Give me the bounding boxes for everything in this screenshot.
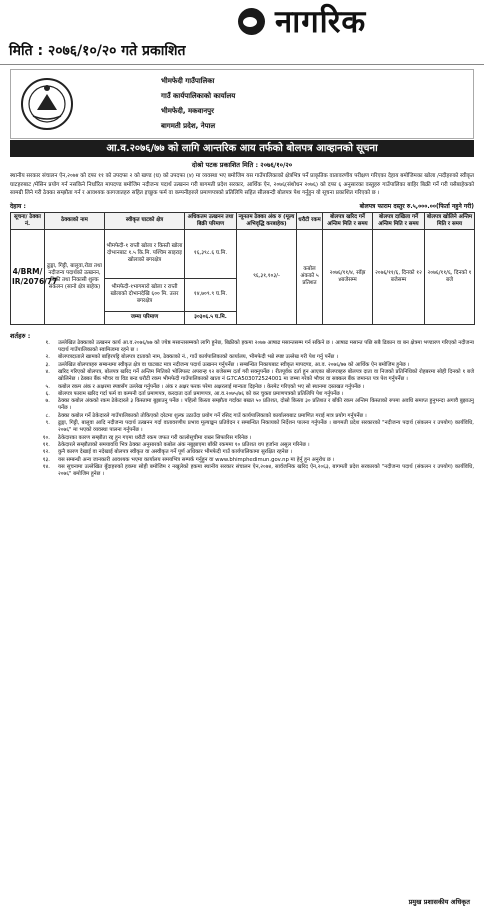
condition-text: यस सम्बन्धी अन्य जानकारी आवश्यक भएमा कार्यालय समयभित्र सम्पर्क गर्नुहुन वा www.bhimphedimun.gov.np मा हेर्नु हुन अनुरोध छ । (58, 456, 335, 463)
office-line-1: भीमफेदी गाउँपालिका (161, 77, 215, 85)
condition-text: खरिद गरिएको बोलपत्र, बोलपत्र खरिद गर्ने अन्तिम मितिको भोलिपल्ट अपरान्ह १२ बजेसम्म दर्ता गरी सक्नुपर्नेछ । रीतपूर्वक दर्ता हुन आएका बोलपत्रहरु बोलपत्र दाता वा निजको प्रतिनिधिको रोहबरमा सोही दिनको १ बजे खोलिनेछ । ठेक्का बैंक भौचर वा विड बन्ड धरौटी रकम भीमफेदी गाउँपालिकाको खाता नं G7CA503072524001 मा जम्मा गरेको भौचर वा सक्कल बैंक जमानत पत्र पेश गर्नुपर्नेछ । (58, 368, 474, 383)
condition-text: ठेकेदारका कारण सम्झौता रद्द हुन गएमा धरौटी रकम जफत गरी कालोसूचीमा राख्न सिफारिस गरिनेछ । (58, 434, 252, 441)
condition-text: ढुङ्गा, गिट्टी, बालुवा आदि नदीजन्य पदार्थ उत्खनन गर्दा वातावरणीय प्रभाव मूल्याङ्कन प्रतिवेदन र सम्बन्धित निकायको निर्देशन पालना गर्नुपर्नेछ । बागमती प्रदेश सरकारको "नदीजन्य पदार्थ (संकलन र उपयोग) कार्यविधि, २०७६" मा भएको व्यवस्था पालना गर्नुपर्नेछ । (58, 420, 474, 434)
table-meta (10, 202, 474, 212)
condition-number: १२. (42, 449, 50, 456)
condition-text: उल्लेखित बोलपत्रहरु सम्बन्धमा स्वीकृत क्षेत्र वा घाटबाट मात्र नदीजन्य पदार्थ उत्खनन गर्नुपर्नेछ । सम्बन्धित निकायबाट स्वीकृत मापदण्ड, आ.व. २०७६/७७ को आर्थिक ऐन बमोजिम हुनेछ । (58, 361, 410, 368)
area-2: भीमफेदी-१भागमारो खोला र राप्ती खोलाको दोभानदेखि ६०० मि. उत्तर बगरक्षेत्र (105, 278, 185, 311)
signature: प्रमुख प्रशासकीय अधिकृत (408, 898, 470, 906)
open-date: २०७६/११/६, दिनको १ बजे (425, 229, 475, 324)
purchase-deadline: २०७६/११/४, साँझ ४बजेसम्म (323, 229, 373, 324)
tender-table (10, 212, 475, 325)
total-label: जम्मा परिमाण (105, 311, 185, 324)
condition-item (10, 369, 474, 384)
condition-text: उल्लेखित ठेक्काको उत्खनन कार्य आ.व.२०७६/७७ को ज्येष्ठ मसान्तसम्मको लागि हुनेछ, बिक्रीको हकमा २०७७ आषाढ मसान्तसम्म गर्न सकिने छ । आषाढ मसान्त पछि सबै ढिकान वा बन क्षेत्रमा भण्डारण गरिएको नदीजन्य पदार्थ गाउँपालिकाको स्वामित्वमा रहने छ । (58, 339, 474, 354)
condition-number: ३. (45, 361, 50, 368)
tender-code: 4/BRM/ IR/2076/77 (11, 229, 45, 324)
condition-item (10, 413, 474, 420)
nepal-emblem-icon (19, 76, 75, 132)
condition-item (10, 457, 474, 464)
office-line-2: गाउँ कार्यपालिकाको कार्यालय (161, 92, 236, 100)
condition-text: ठेक्का कबोल गर्ने ठेकेदारले गाउँपालिकाको तोकिएको दरेटमा शुल्क उठाउँदा प्रयोग गर्ने रसिद गाउँ कार्यपालिकाको कार्यालयबाट प्रमाणित गराई मात्र प्रयोग गर्नुपर्नेछ । (58, 412, 367, 419)
office-line-4: बागमती प्रदेश, नेपाल (161, 122, 216, 130)
condition-text: यस सूचनामा उल्लेखित बुँदाहरुको हकमा सोही बमोजिम र नखुलेको हकमा स्थानीय सरकार संचालन ऐन,२०७४, सार्वजनिक खरिद ऐन,२०६३, बागमती प्रदेश सरकारको "नदीजन्य पदार्थ (संकलन र उपयोग) कार्यविधि, २०७६" बमोजिम हुनेछ । (58, 463, 474, 478)
newspaper-logo-icon (238, 8, 265, 35)
condition-item (10, 398, 474, 413)
condition-number: ४. (45, 368, 50, 375)
col-header: बोलपत्र दाखिला गर्ने अन्तिम मिति र समय (373, 212, 425, 229)
condition-number: ७. (45, 398, 50, 405)
condition-item (10, 340, 474, 355)
condition-number: ८. (45, 412, 50, 419)
condition-text: ठेक्का कबोल अंकको रकम ठेकेदारले ३ किस्तामा बुझाउनु पर्नेछ । पहिलो किस्ता सम्झौता गर्दाका बखत ५० प्रतिशत, दोस्रो किस्ता ३० प्रतिशत र बाँकी रकम अन्तिम किस्ताको रुपमा अवधि समाप्त हुनुभन्दा अगावै बुझाउनु पर्नेछ । (58, 398, 474, 412)
newspaper-brand: नागरिक (275, 4, 367, 40)
deposit: कबोल अंकको ५ प्रतिशत (297, 229, 323, 324)
table-row (11, 229, 475, 278)
submit-deadline: २०७६/११/६, दिनको १२ बजेसम्म (373, 229, 425, 324)
col-header: न्यूनतम ठेक्का अंक रु (मूल्य अभिवृद्धि करबाहेक) (237, 212, 297, 229)
area-1: भीमफेदी-१ राप्ती खोला र किस्ती खोला दोभानबाट १.५ कि.मि. पश्चिम साइराइ खोलाको बगरक्षेत्र (105, 229, 185, 278)
col-header: सूचना/ ठेक्का नं. (11, 212, 45, 229)
condition-number: १०. (42, 434, 50, 441)
col-header: अधिकतम उत्खनन तथा बिक्री परिमाण (185, 212, 237, 229)
col-header: धरौटी रकम (297, 212, 323, 229)
table-label: देहाय : (10, 202, 26, 210)
notice-title: आ.व.२०७६/७७ को लागि आन्तरिक आय तर्फको बोलपत्र आव्हानको सूचना (10, 140, 474, 157)
condition-item (10, 449, 474, 456)
condition-number: १३. (42, 456, 50, 463)
condition-number: २. (45, 354, 50, 361)
tender-name: ढुङ्गा, गिट्टी, बालुवा,रोडा तथा नदीजन्य पदार्थको उत्खनन, बिक्री तथा निकासी शुल्क संकलन (सानो क्षेत्र बाहेक) (45, 229, 105, 324)
condition-item (10, 362, 474, 369)
condition-number: ६. (45, 390, 50, 397)
col-header: ठेक्काको नाम (45, 212, 105, 229)
total-value: ३०३०६.५ घ.मि. (185, 311, 237, 324)
condition-item (10, 420, 474, 435)
col-header: स्वीकृत घाटको क्षेत्र (105, 212, 185, 229)
min-amount: ९६,३१,१०३/- (237, 229, 297, 324)
condition-text: ठेकेदारले सम्झौताको समयावधि भित्र ठेक्का अनुसारको कबोल अंक नबुझाएमा बाँकी रकममा १० प्रतिशत थप हर्जाना असुल गरिनेछ । (58, 441, 310, 448)
fee-note: बोलपत्र फाराम दस्तुर रु.५,०००.००(फिर्ता नहुने गरी) (359, 202, 474, 210)
office-address (161, 74, 235, 134)
masthead (0, 0, 484, 65)
condition-text: बोलपत्रदाताले खामको बाहिरपट्टि बोलपत्र दाताको नाम, ठेक्काको नं., गाउँ कार्यपालिकाको कार्यालय, भीमफेदी भन्ने स्पष्ट उल्लेख गरी पेश गर्नु पर्नेछ । (58, 354, 338, 361)
table-header-row (11, 212, 475, 229)
condition-number: ५. (45, 383, 50, 390)
condition-item (10, 435, 474, 442)
condition-item (10, 354, 474, 361)
condition-number: ९. (45, 420, 50, 427)
condition-text: कबोल रकम अंक र अक्षरमा स्पष्टसँग उल्लेख गर्नुपर्नेछ । अंक र अक्षर फरक परेमा अक्षरलाई मान्यता दिइनेछ । केरमेट गरिएको भए सो स्थानमा दस्तखत गर्नुपर्नेछ । (58, 383, 365, 390)
quantity-1: १६,३९८.६ घ.मि. (185, 229, 237, 278)
condition-text: कुनै कारण देखाई वा नदेखाई बोलपत्र स्वीकृत वा अस्वीकृत गर्ने पूर्ण अधिकार भीमफेदी गाउँ कार्यपालिकामा सुरक्षित रहनेछ । (58, 449, 293, 456)
condition-number: १. (45, 339, 50, 346)
office-line-3: भीमफेदी, मकवानपुर (161, 107, 214, 115)
notice-subtitle: दोश्रो पटक प्रकाशित मिति : २०७६/१०/२० (191, 161, 293, 169)
condition-number: ११. (42, 441, 50, 448)
condition-item (10, 464, 474, 479)
col-header: बोलपत्र खोलिने अन्तिम मिति र समय (425, 212, 475, 229)
conditions-heading: शर्तहरु : (10, 331, 31, 340)
quantity-2: १४,७०९.९ घ.मि. (185, 278, 237, 311)
condition-text: बोलपत्र फाराम खरिद गर्दा फर्म वा कम्पनी दर्ता प्रमाणपत्र, करदाता दर्ता प्रमाणपत्र, आ.व.२०७५/७६ को कर चुक्ता प्रमाणपत्रको प्रतिलिपि पेश गर्नुपर्नेछ । (58, 390, 344, 397)
publish-dateline: मिति : २०७६/१०/२० गते प्रकाशित (9, 43, 186, 59)
conditions-list (0, 340, 484, 479)
col-header: बोलपत्र खरिद गर्ने अन्तिम मिति र समय (323, 212, 373, 229)
condition-number: १४. (42, 463, 50, 470)
condition-item (10, 384, 474, 391)
notice-intro: स्थानीय सरकार संचालन ऐन,२०७४ को दफा ११ को उपदफा २ को खण्ड (ध) को उपदफा (४) मा व्यवस्था भए बमोजिम यस गाउँपालिकाको क्षेत्रभित्र पर्ने प्राकृतिक वातावरणीय परीक्षण गरिएका देहाय बमोजिमका खोला /नदीहरुको स्वीकृत घाटहरुबाट /मेसिन प्रयोग गर्न नसकिने निर्धारित मापदण्ड बमोजिम नदीजन्य पदार्थ उत्खनन गरी बागमती प्रदेश सरकार, आर्थिक ऐन, २०७६(संशोधन २०७६) को दफा ६ अनुसारका वस्तुहरु गाउँपालिका बाहिर बिक्री गर्ने गरी यसैबाहेकको सामग्री लिने गरी ठेक्का सम्झौता गर्न र आवश्यक कागजातहरु सहित इच्छुक फर्म वा कम्पनीहरुले प्रमाणपत्रको प्रतिलिपि सहित सीलबन्दी बोलपत्र पेश गर्नुहुन यो सूचना प्रकाशित गरिएको छ । (10, 173, 474, 197)
office-header (10, 69, 474, 139)
